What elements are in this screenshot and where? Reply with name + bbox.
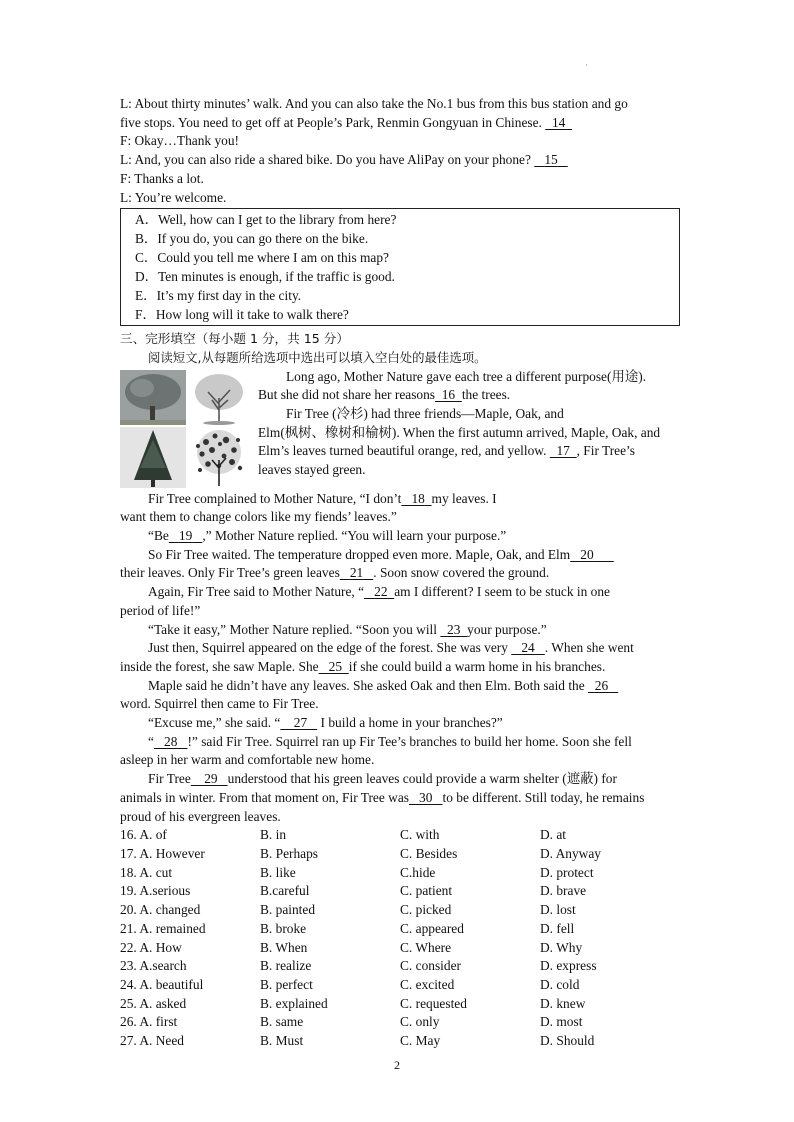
answer-blank-28[interactable] xyxy=(154,734,187,749)
story-text: !” said Fir Tree. Squirrel ran up Fir Tee’s branches to build her home. Soon she fell xyxy=(187,733,632,749)
dialogue-line xyxy=(120,114,680,133)
question-row xyxy=(120,845,680,864)
question-row xyxy=(120,901,680,920)
option-c[interactable]: C. patient xyxy=(400,883,453,899)
blank-number: 21 xyxy=(349,565,364,581)
question-row xyxy=(120,957,680,976)
option-d[interactable]: D. cold xyxy=(540,976,580,992)
option-item: E．It’s my first day in the city. xyxy=(135,288,302,304)
story-text: Just then, Squirrel appeared on the edge of the forest. She was very xyxy=(148,640,512,656)
question-list xyxy=(120,826,680,1050)
dialogue-line: L: About thirty minutes’ walk. And you can also take the No.1 bus from this bus station and go xyxy=(120,96,628,111)
story-text: “Be xyxy=(148,528,169,544)
option-d[interactable]: D. lost xyxy=(540,902,576,918)
story-line xyxy=(120,564,680,583)
story-line: proud of his evergreen leaves. xyxy=(120,808,281,824)
blank-number: 26 xyxy=(594,677,609,693)
story-text: “Take it easy,” Mother Nature replied. “Soon you will xyxy=(148,621,441,637)
answer-blank-21[interactable] xyxy=(340,565,373,580)
option-c[interactable]: C. with xyxy=(400,827,440,843)
question-row xyxy=(120,864,680,883)
option-d[interactable]: D. knew xyxy=(540,995,586,1011)
blank-number: 28 xyxy=(164,733,178,749)
dialogue-line: F: Thanks a lot. xyxy=(120,170,204,186)
option-b[interactable]: B. Must xyxy=(260,1033,304,1049)
option-item: F．How long will it take to walk there? xyxy=(135,307,349,323)
story-text: But she did not share her reasons xyxy=(258,387,436,403)
option-b[interactable]: B. painted xyxy=(260,902,316,918)
story-text: Again, Fir Tree said to Mother Nature, “ xyxy=(148,584,365,600)
story xyxy=(120,368,680,827)
option-item: A．Well, how can I get to the library from here? xyxy=(135,212,397,228)
option-b[interactable]: B.careful xyxy=(260,883,310,899)
story-text: their leaves. Only Fir Tree’s green leaves xyxy=(120,565,340,581)
option-b[interactable]: B. perfect xyxy=(260,976,313,992)
tree-images xyxy=(120,370,250,488)
option-item: B．If you do, you can go there on the bike. xyxy=(135,231,369,247)
story-text: Fir Tree xyxy=(148,771,191,787)
story-text: Fir Tree complained to Mother Nature, “I don’t xyxy=(148,490,402,506)
option-item: C．Could you tell me where I am on this map? xyxy=(135,250,390,266)
maple-crown-highlight xyxy=(130,379,154,397)
fir-trunk xyxy=(151,480,155,487)
story-text: your purpose.” xyxy=(467,621,547,637)
story-text: , Fir Tree’s xyxy=(576,443,635,459)
option-b[interactable]: B. When xyxy=(260,939,308,955)
page-content xyxy=(120,95,680,1051)
option-b[interactable]: B. same xyxy=(260,1014,304,1030)
answer-blank-30[interactable] xyxy=(409,790,442,805)
dialogue xyxy=(120,95,680,207)
option-a[interactable]: 20. A. changed xyxy=(120,902,201,918)
story-line: Long ago, Mother Nature gave each tree a different purpose(用途). xyxy=(286,368,647,384)
story-text: inside the forest, she saw Maple. She xyxy=(120,658,319,674)
option-d[interactable]: D. Why xyxy=(540,939,583,955)
answer-blank-23[interactable] xyxy=(440,622,467,637)
option-b[interactable]: B. like xyxy=(260,864,296,880)
blank-number: 17 xyxy=(556,443,570,459)
answer-blank-14[interactable] xyxy=(545,115,572,130)
oak-shadow xyxy=(203,421,235,425)
option-b[interactable]: B. in xyxy=(260,827,287,843)
story-line xyxy=(120,658,680,677)
question-row xyxy=(120,826,680,845)
story-line xyxy=(120,583,680,602)
story-line xyxy=(120,714,680,733)
trees-illustration xyxy=(120,370,250,488)
story-line xyxy=(120,770,680,789)
option-a[interactable]: 27. A. Need xyxy=(120,1033,184,1049)
option-a[interactable]: 18. A. cut xyxy=(120,864,173,880)
story-line xyxy=(120,733,680,752)
answer-blank-26[interactable] xyxy=(588,678,618,693)
blank-number: 23 xyxy=(447,621,461,637)
option-d[interactable]: D. Anyway xyxy=(540,845,601,861)
option-c[interactable]: C.hide xyxy=(400,864,436,880)
option-c[interactable]: C. excited xyxy=(400,976,455,992)
story-text: I build a home in your branches?” xyxy=(317,715,503,731)
option-c[interactable]: C. requested xyxy=(400,995,467,1011)
option-d[interactable]: D. most xyxy=(540,1014,583,1030)
question-row xyxy=(120,1013,680,1032)
option-c[interactable]: C. May xyxy=(400,1033,441,1049)
blank-number: 30 xyxy=(419,789,433,805)
option-d[interactable]: D. protect xyxy=(540,864,594,880)
story-text: understood that his green leaves could provide a warm shelter (遮蔽) for xyxy=(227,771,617,787)
dialogue-line: F: Okay…Thank you! xyxy=(120,133,240,149)
blank-number: 27 xyxy=(293,715,308,731)
question-row xyxy=(120,976,680,995)
options-box xyxy=(120,208,680,326)
blank-number: 20 xyxy=(580,546,594,562)
option-b[interactable]: B. broke xyxy=(260,920,307,936)
story-text: “ xyxy=(148,733,154,749)
maple-ground xyxy=(120,420,186,425)
story-text: the trees. xyxy=(461,387,511,403)
story-line: word. Squirrel then came to Fir Tree. xyxy=(120,696,319,712)
option-d[interactable]: D. at xyxy=(540,827,567,843)
story-text: my leaves. I xyxy=(431,490,497,506)
option-c[interactable]: C. Where xyxy=(400,939,452,955)
dialogue-text: five stops. You need to get off at People’s Park, Renmin Gongyuan in Chinese. xyxy=(120,114,546,130)
option-d[interactable]: D. express xyxy=(540,958,597,974)
answer-blank-18[interactable] xyxy=(401,491,431,506)
story-text: animals in winter. From that moment on, Fir Tree was xyxy=(120,789,409,805)
question-row xyxy=(120,920,680,939)
option-a[interactable]: 24. A. beautiful xyxy=(120,976,204,992)
option-b[interactable]: B. Perhaps xyxy=(260,845,319,861)
option-a[interactable]: 22. A. How xyxy=(120,939,182,955)
option-c[interactable]: C. consider xyxy=(400,958,461,974)
question-row xyxy=(120,995,680,1014)
story-line xyxy=(120,789,680,808)
answer-blank-24[interactable] xyxy=(511,640,544,655)
blank-number: 22 xyxy=(374,584,388,600)
story-text: “Excuse me,” she said. “ xyxy=(148,715,281,731)
story-line xyxy=(120,677,680,696)
answer-blank-19[interactable] xyxy=(169,528,202,543)
story-text: ,” Mother Nature replied. “You will learn your purpose.” xyxy=(202,528,507,544)
blank-number: 29 xyxy=(204,771,218,787)
blank-number: 16 xyxy=(441,387,456,403)
blank-number: 15 xyxy=(544,152,558,168)
corner-mark: · xyxy=(585,60,588,70)
option-a[interactable]: 19. A.serious xyxy=(120,883,191,899)
blank-number: 25 xyxy=(328,658,343,674)
answer-blank-22[interactable] xyxy=(364,584,394,599)
story-text: to be different. Still today, he remains xyxy=(442,789,645,805)
story-line: Fir Tree (冷杉) had three friends—Maple, Oak, and xyxy=(286,406,564,422)
option-d[interactable]: D. Should xyxy=(540,1033,595,1049)
story-text: Maple said he didn’t have any leaves. She asked Oak and then Elm. Both said the xyxy=(148,677,589,693)
page-number: 2 xyxy=(394,1058,400,1072)
option-d[interactable]: D. fell xyxy=(540,920,575,936)
story-line xyxy=(120,490,680,509)
option-c[interactable]: C. picked xyxy=(400,902,452,918)
option-a[interactable]: 23. A.search xyxy=(120,958,187,974)
question-row xyxy=(120,1032,680,1051)
question-row xyxy=(120,882,680,901)
blank-number: 14 xyxy=(551,114,566,130)
dialogue-line xyxy=(120,151,680,170)
story-text: So Fir Tree waited. The temperature dropped even more. Maple, Oak, and Elm xyxy=(148,546,571,562)
option-c[interactable]: C. only xyxy=(400,1014,440,1030)
story-text: . When she went xyxy=(544,640,634,656)
option-item: D．Ten minutes is enough, if the traffic is good. xyxy=(135,269,395,285)
dialogue-text: L: And, you can also ride a shared bike. Do you have AliPay on your phone? xyxy=(120,152,535,168)
blank-number: 24 xyxy=(521,640,535,656)
instruction: 阅读短文,从每题所给选项中选出可以填入空白处的最佳选项。 xyxy=(148,349,487,365)
option-d[interactable]: D. brave xyxy=(540,883,587,899)
blank-number: 18 xyxy=(411,490,425,506)
answer-blank-16[interactable] xyxy=(435,387,462,402)
option-a[interactable]: 26. A. first xyxy=(120,1014,178,1030)
blank-number: 19 xyxy=(178,528,193,544)
option-c[interactable]: C. appeared xyxy=(400,920,464,936)
section-title: 三、完形填空（每小题 1 分，共 15 分） xyxy=(120,331,349,347)
option-b[interactable]: B. explained xyxy=(260,995,328,1011)
story-text: Elm’s leaves turned beautiful orange, red, and yellow. xyxy=(258,443,550,459)
answer-blank-20[interactable] xyxy=(570,547,614,562)
story-text: if she could build a warm home in his branches. xyxy=(348,658,606,674)
story-line xyxy=(120,621,680,640)
option-c[interactable]: C. Besides xyxy=(400,845,458,861)
story-line: Elm(枫树、橡树和榆树). When the first autumn arrived, Maple, Oak, and xyxy=(258,424,661,440)
question-row xyxy=(120,939,680,958)
story-line xyxy=(120,639,680,658)
answer-blank-15[interactable] xyxy=(534,152,567,167)
story-text: . Soon snow covered the ground. xyxy=(373,565,550,581)
story-line: asleep in her warm and comfortable new home. xyxy=(120,752,375,768)
option-a[interactable]: 21. A. remained xyxy=(120,920,206,936)
story-line: leaves stayed green. xyxy=(258,462,366,478)
answer-blank-27[interactable] xyxy=(280,715,317,730)
option-b[interactable]: B. realize xyxy=(260,958,312,974)
story-line xyxy=(120,546,680,565)
story-text: am I different? I seem to be stuck in one xyxy=(394,584,611,600)
dialogue-line: L: You’re welcome. xyxy=(120,189,227,205)
story-line xyxy=(120,527,680,546)
option-a[interactable]: 17. A. However xyxy=(120,845,205,861)
answer-blank-25[interactable] xyxy=(319,659,349,674)
answer-blank-29[interactable] xyxy=(191,771,228,786)
option-a[interactable]: 25. A. asked xyxy=(120,995,187,1011)
option-a[interactable]: 16. A. of xyxy=(120,827,167,843)
story-line: want them to change colors like my fiends’ leaves.” xyxy=(120,509,397,525)
story-line: period of life!” xyxy=(120,602,201,618)
answer-blank-17[interactable] xyxy=(550,443,577,458)
